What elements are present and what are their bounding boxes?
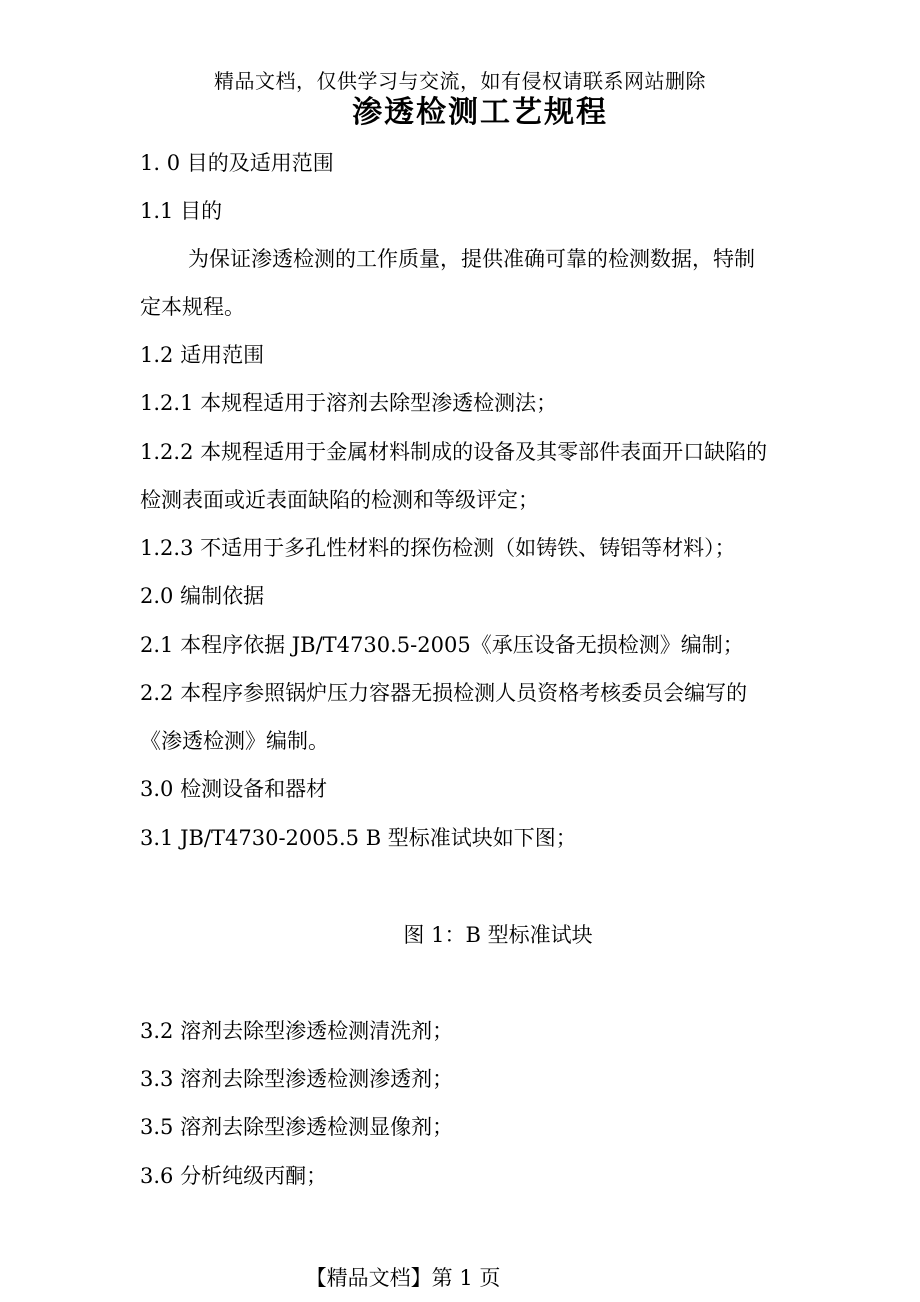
section-heading-1-1: 1.1 目的 — [140, 199, 223, 223]
equipment-item-3-2: 3.2 溶剂去除型渗透检测清洗剂； — [140, 1019, 454, 1043]
basis-item-2-2-line-2: 《渗透检测》编制。 — [140, 729, 329, 753]
section-heading-1-0: 1. 0 目的及适用范围 — [140, 151, 334, 175]
scope-item-1-2-3: 1.2.3 不适用于多孔性材料的探伤检测（如铸铁、铸铝等材料）； — [140, 536, 736, 560]
equipment-item-3-5: 3.5 溶剂去除型渗透检测显像剂； — [140, 1115, 454, 1139]
document-title: 渗透检测工艺规程 — [352, 95, 608, 130]
page-footer: 【精品文档】第 1 页 — [305, 1266, 501, 1290]
purpose-paragraph-line-1: 为保证渗透检测的工作质量，提供准确可靠的检测数据，特制 — [188, 247, 755, 271]
scope-item-1-2-2-line-2: 检测表面或近表面缺陷的检测和等级评定； — [140, 488, 539, 512]
header-disclaimer: 精品文档，仅供学习与交流，如有侵权请联系网站删除 — [214, 69, 706, 93]
section-heading-1-2: 1.2 适用范围 — [140, 343, 265, 367]
figure-caption: 图 1：B 型标准试块 — [403, 923, 593, 947]
scope-item-1-2-1: 1.2.1 本规程适用于溶剂去除型渗透检测法； — [140, 391, 558, 415]
equipment-item-3-6: 3.6 分析纯级丙酮； — [140, 1164, 328, 1188]
scope-item-1-2-2-line-1: 1.2.2 本规程适用于金属材料制成的设备及其零部件表面开口缺陷的 — [140, 440, 768, 464]
section-heading-3-0: 3.0 检测设备和器材 — [140, 777, 328, 801]
basis-item-2-1: 2.1 本程序依据 JB/T4730.5-2005《承压设备无损检测》编制； — [140, 633, 744, 657]
basis-item-2-2-line-1: 2.2 本程序参照锅炉压力容器无损检测人员资格考核委员会编写的 — [140, 681, 748, 705]
equipment-item-3-1: 3.1 JB/T4730-2005.5 B 型标准试块如下图； — [140, 826, 577, 850]
purpose-paragraph-line-2: 定本规程。 — [140, 295, 245, 319]
section-heading-2-0: 2.0 编制依据 — [140, 584, 265, 608]
equipment-item-3-3: 3.3 溶剂去除型渗透检测渗透剂； — [140, 1067, 454, 1091]
